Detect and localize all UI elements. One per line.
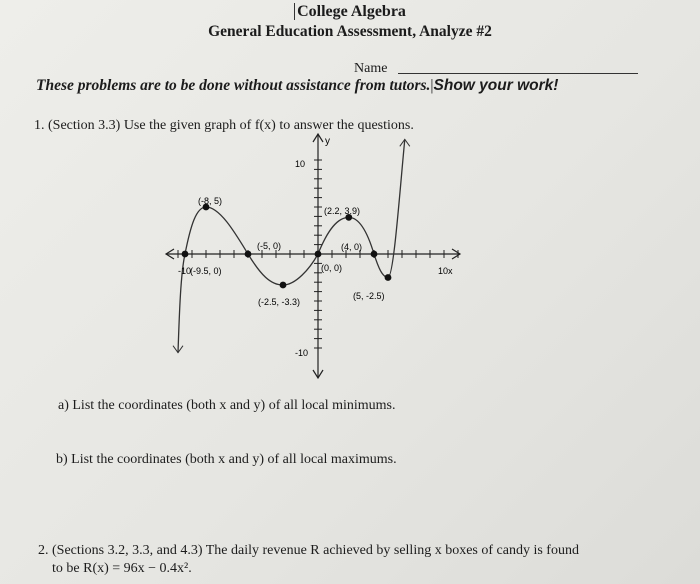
name-line: [398, 73, 638, 74]
question-1-text: (Section 3.3) Use the given graph of f(x) to answer the questions.: [48, 118, 414, 133]
point-label-neg8: (-8, 5): [198, 196, 223, 206]
point-label-2-2: (2.2, 3.9): [324, 206, 361, 216]
question-2-number: 2.: [38, 543, 49, 558]
y-tick-label-bottom: -10: [295, 348, 309, 358]
point-label-neg2-5: (-2.5, -3.3): [258, 297, 301, 307]
point-label-origin: (0, 0): [321, 263, 343, 273]
graph-point: [182, 251, 189, 258]
x-tick-label-left: -10: [178, 266, 192, 276]
course-title: College Algebra: [0, 3, 700, 21]
graph-point: [371, 251, 378, 258]
function-graph: [160, 130, 480, 386]
instructions-emphasis: Show your work!: [433, 77, 559, 94]
graph-point: [385, 274, 392, 281]
question-1a: a) List the coordinates (both x and y) of all local minimums.: [58, 398, 396, 413]
name-label: Name: [354, 61, 388, 76]
graph-point: [315, 251, 322, 258]
function-curve: [178, 139, 405, 352]
question-1b: b) List the coordinates (both x and y) of all local maximums.: [56, 452, 397, 467]
point-label-5: (5, -2.5): [353, 291, 385, 301]
graph-point: [245, 251, 252, 258]
x-axis-label: x: [448, 266, 453, 276]
y-axis-label: y: [325, 136, 330, 147]
assessment-title: General Education Assessment, Analyze #2: [208, 23, 492, 40]
question-2: [38, 543, 579, 559]
point-label-4: (4, 0): [341, 242, 363, 252]
instructions-main: These problems are to be done without assistance from tutors.: [36, 77, 431, 94]
graph-point: [280, 282, 287, 289]
y-tick-label-top: 10: [295, 159, 306, 169]
point-label-neg9-5: (-9.5, 0): [190, 266, 222, 276]
point-label-neg5: (-5, 0): [257, 241, 282, 251]
x-tick-label-right: 10: [438, 266, 449, 276]
question-1-number: 1.: [34, 118, 45, 133]
question-2-text: (Sections 3.2, 3.3, and 4.3) The daily revenue R achieved by selling x boxes of candy is found: [52, 543, 579, 558]
key-points: [173, 139, 410, 352]
question-2-formula: to be R(x) = 96x − 0.4x².: [52, 561, 192, 576]
instructions: [36, 77, 558, 95]
text-cursor: |: [430, 77, 434, 94]
